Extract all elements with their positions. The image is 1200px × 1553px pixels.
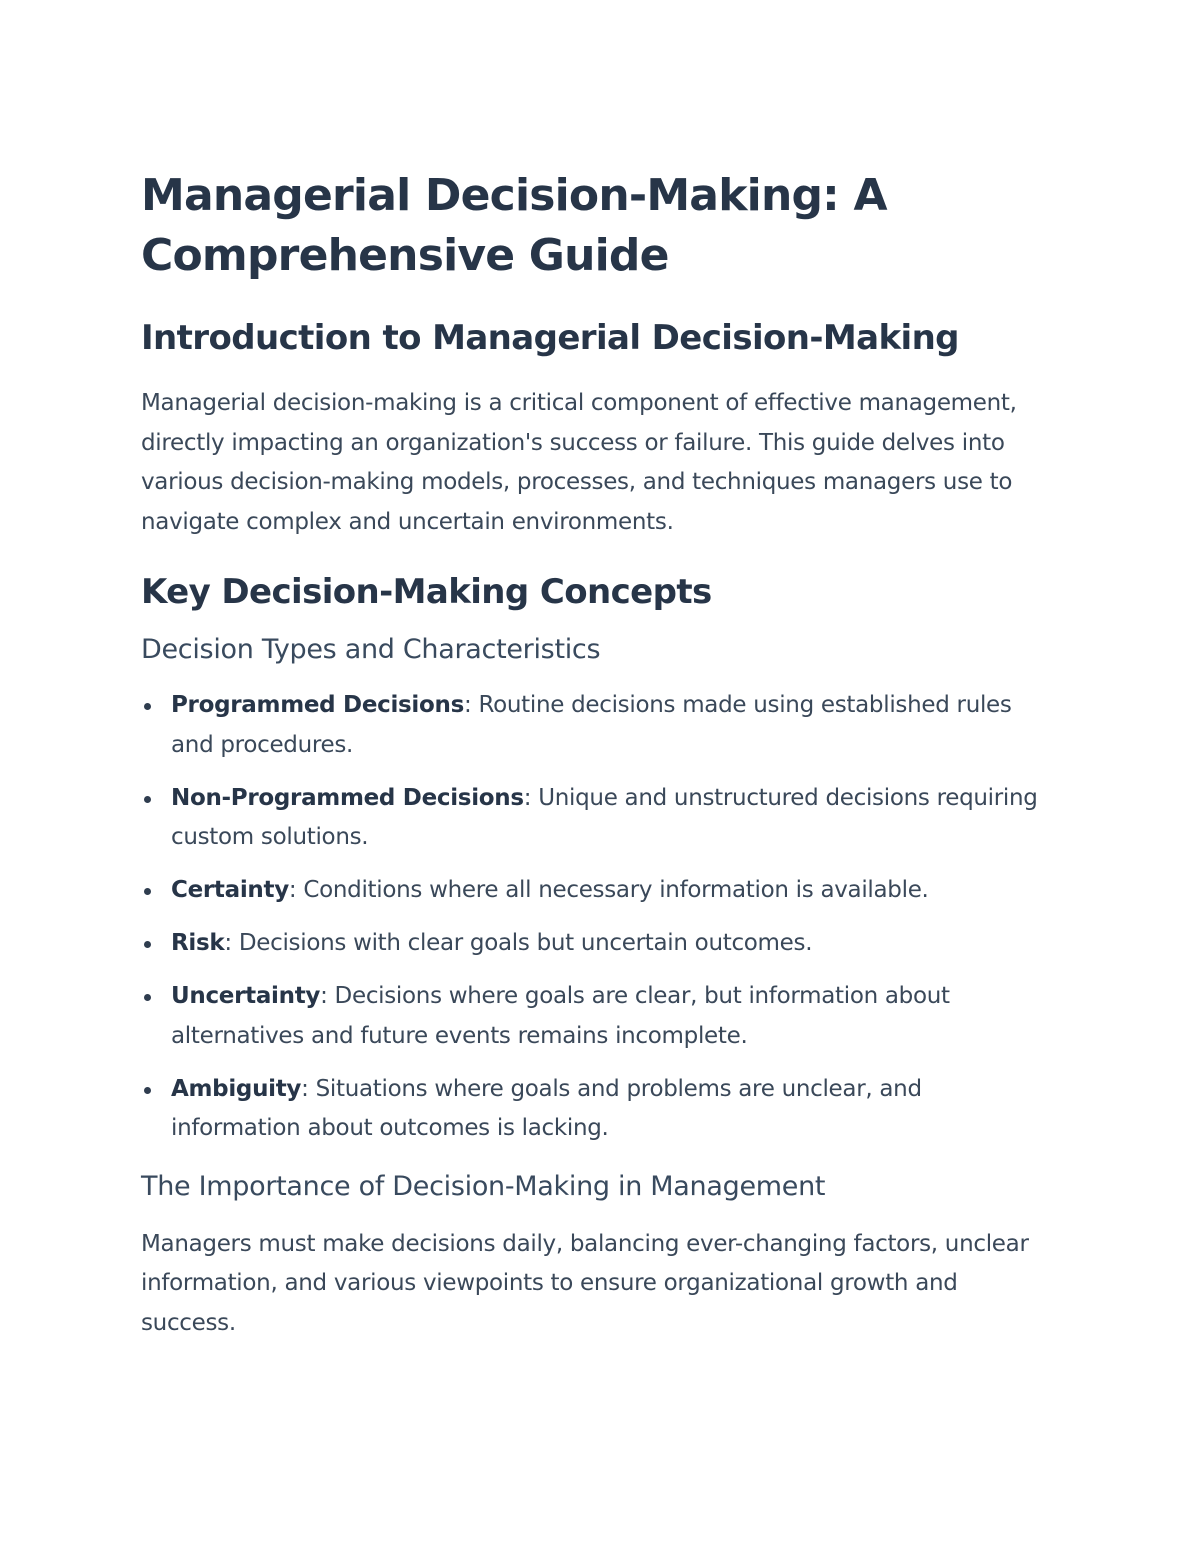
list-item <box>141 1070 1041 1149</box>
list-item-term: Programmed Decisions <box>171 692 464 718</box>
bullet-icon <box>144 796 151 803</box>
concepts-heading: Key Decision-Making Concepts <box>141 572 712 612</box>
document-page <box>141 166 1041 1343</box>
list-item-term: Certainty <box>171 877 289 903</box>
bullet-icon <box>144 1087 151 1094</box>
list-item-definition: : Situations where goals and problems are unclear, and information about outcomes is lacking. <box>171 1075 922 1141</box>
decision-types-list <box>141 686 1041 1149</box>
intro-heading: Introduction to Managerial Decision-Making <box>141 318 959 358</box>
list-item <box>141 779 1041 858</box>
list-item-definition: : Unique and unstructured decisions requiring custom solutions. <box>171 784 1038 850</box>
bullet-icon <box>144 703 151 710</box>
document-title: Managerial Decision-Making: A Comprehensive Guide <box>141 170 887 281</box>
list-item-definition: : Decisions where goals are clear, but information about alternatives and future events remains incomplete. <box>171 983 950 1049</box>
list-item-term: Non-Programmed Decisions <box>171 784 524 811</box>
list-item-definition: : Conditions where all necessary information is available. <box>288 877 929 903</box>
list-item <box>141 924 1041 964</box>
list-item-definition: : Decisions with clear goals but uncertain outcomes. <box>224 930 813 956</box>
bullet-icon <box>144 994 151 1001</box>
importance-subheading: The Importance of Decision-Making in Management <box>141 1170 826 1202</box>
list-item <box>141 871 1041 911</box>
bullet-icon <box>144 888 151 895</box>
list-item <box>141 977 1041 1056</box>
list-item-term: Ambiguity <box>171 1075 302 1102</box>
importance-paragraph: Managers must make decisions daily, balancing ever-changing factors, unclear information, and various viewpoints to ensure organizational growth and success. <box>141 1230 1029 1336</box>
list-item-term: Risk <box>171 930 225 956</box>
intro-paragraph: Managerial decision-making is a critical component of effective management, directly impacting an organization's success or failure. This guide delves into various decision-making models, processes, and techniques managers use to navigate complex and uncertain environments. <box>141 390 1017 535</box>
bullet-icon <box>144 941 151 948</box>
list-item-term: Uncertainty <box>171 983 321 1009</box>
list-item <box>141 686 1041 765</box>
types-subheading: Decision Types and Characteristics <box>141 634 601 665</box>
list-item-definition: : Routine decisions made using established rules and procedures. <box>171 692 1012 758</box>
